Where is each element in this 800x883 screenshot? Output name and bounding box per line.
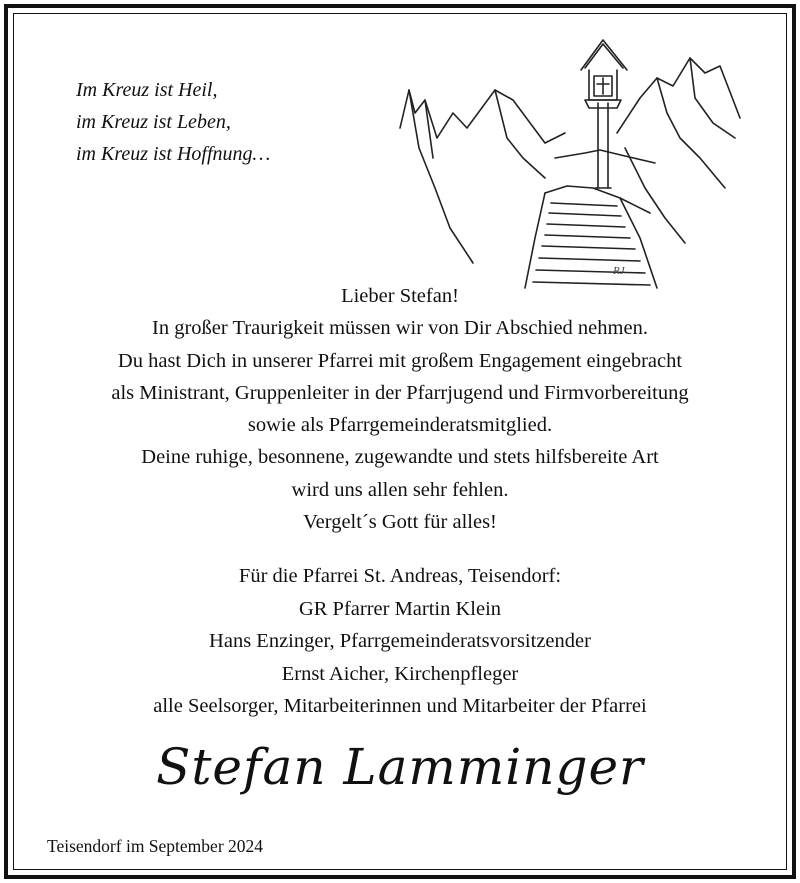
message-line: In großer Traurigkeit müssen wir von Dir Abschied nehmen. [152, 317, 648, 340]
verse-line: Im Kreuz ist Heil, [76, 79, 218, 101]
message-line: Du hast Dich in unserer Pfarrei mit großem Engagement eingebracht [117, 349, 683, 372]
message-line: wird uns allen sehr fehlen. [291, 478, 509, 501]
signer-line: Ernst Aicher, Kirchenpfleger [281, 662, 519, 685]
deceased-name: Stefan Lamminger [156, 738, 644, 796]
verse-line: im Kreuz ist Leben, [76, 111, 231, 133]
place-date: Teisendorf im September 2024 [47, 836, 264, 856]
signers-block [0, 560, 800, 723]
signer-line: alle Seelsorger, Mitarbeiterinnen und Mitarbeiter der Pfarrei [153, 695, 647, 717]
message-line: Lieber Stefan! [341, 285, 459, 307]
message-line: als Ministrant, Gruppenleiter in der Pfarrjugend und Firmvorbereitung [111, 381, 689, 404]
signer-line: Hans Enzinger, Pfarrgemeinderatsvorsitzender [209, 630, 591, 652]
signer-line: Für die Pfarrei St. Andreas, Teisendorf: [238, 565, 562, 587]
verse-line: im Kreuz ist Hoffnung… [76, 143, 271, 165]
signer-line: GR Pfarrer Martin Klein [298, 597, 502, 620]
artist-signature: RJ [613, 265, 625, 277]
message-line: Deine ruhige, besonnene, zugewandte und stets hilfsbereite Art [141, 446, 659, 469]
message-block [0, 280, 800, 538]
message-line: Vergelt´s Gott für alles! [303, 511, 497, 534]
message-line: sowie als Pfarrgemeinderatsmitglied. [247, 414, 553, 437]
wayside-cross-illustration [395, 38, 750, 290]
verse-block [76, 74, 270, 170]
